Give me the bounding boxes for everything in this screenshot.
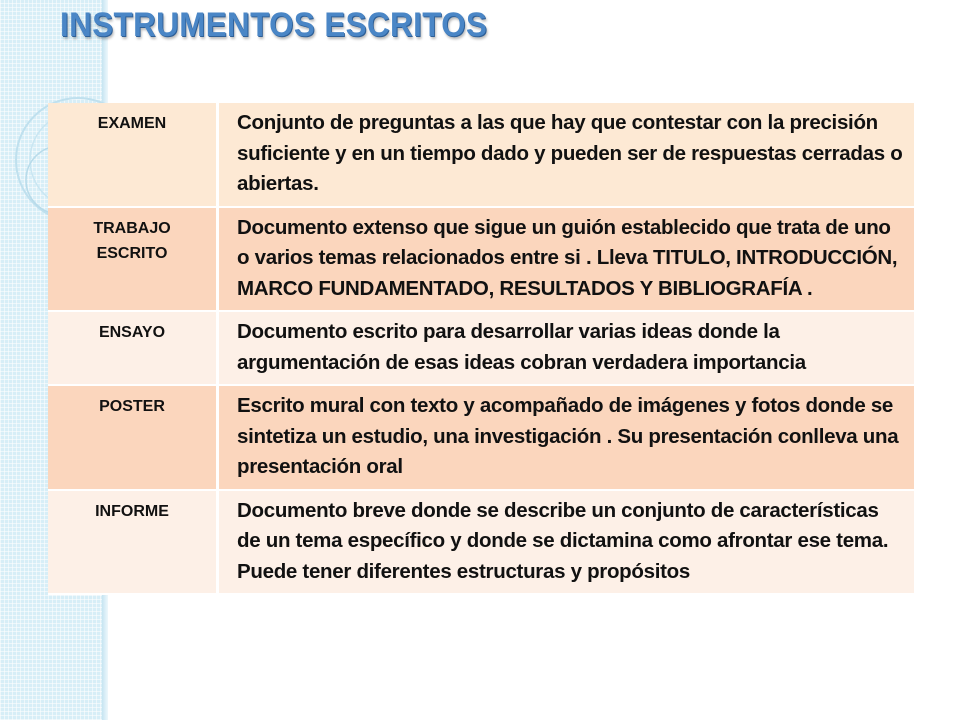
table-row bbox=[48, 103, 914, 207]
term-cell: ENSAYO bbox=[48, 311, 218, 385]
term-cell: INFORME bbox=[48, 490, 218, 595]
table-row bbox=[48, 207, 914, 312]
instruments-table bbox=[48, 103, 914, 595]
table-row bbox=[48, 385, 914, 490]
description-cell: Documento breve donde se describe un conjunto de características de un tema específico y donde se dictamina como afrontar ese tema. Puede tener diferentes estructuras y propósitos bbox=[218, 490, 915, 595]
description-cell: Documento escrito para desarrollar varias ideas donde la argumentación de esas ideas cobran verdadera importancia bbox=[218, 311, 915, 385]
description-cell: Conjunto de preguntas a las que hay que contestar con la precisión suficiente y en un tiempo dado y pueden ser de respuestas cerradas o abiertas. bbox=[218, 103, 915, 207]
table-row bbox=[48, 490, 914, 595]
table-row bbox=[48, 311, 914, 385]
slide-title: INSTRUMENTOS ESCRITOS bbox=[60, 6, 488, 44]
description-cell: Escrito mural con texto y acompañado de imágenes y fotos donde se sintetiza un estudio, una investigación . Su presentación conlleva una presentación oral bbox=[218, 385, 915, 490]
description-cell: Documento extenso que sigue un guión establecido que trata de uno o varios temas relacionados entre si . Lleva TITULO, INTRODUCCIÓN, MARCO FUNDAMENTADO, RESULTADOS Y BIBLIOGRAFÍA . bbox=[218, 207, 915, 312]
term-cell: TRABAJO ESCRITO bbox=[48, 207, 218, 312]
term-cell: EXAMEN bbox=[48, 103, 218, 207]
term-cell: POSTER bbox=[48, 385, 218, 490]
